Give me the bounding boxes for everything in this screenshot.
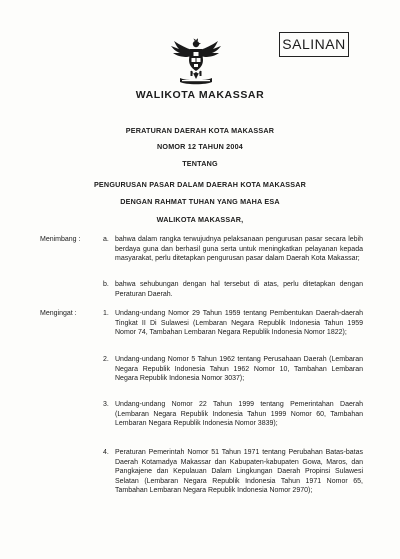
recalling-1-marker: 1. [103,310,109,317]
recalling-4-text: Peraturan Pemerintah Nomor 51 Tahun 1971 tentang Perubahan Batas-batas Daerah Kotamadya Makassar dan Kabupaten-kabupaten Gowa, Maros, dan Pangkajene dan Kepulauan Dalam Lingkungan Daerah Propinsi Sulawesi Selatan (Lembaran Negara Republik Indonesia Tahun 1971 Nomor 65, Tambahan Lembaran Negara Republik Indonesia Nomor 2970); [115,449,363,495]
recalling-1-text: Undang-undang Nomor 29 Tahun 1959 tentang Pembentukan Daerah-daerah Tingkat II Di Sulawesi (Lembaran Negara Republik Indonesia Tahun 1959 Nomor 74, Tambahan Lembaran Negara Republik Indonesia Nomor 1822); [115,310,363,337]
considering-label: Menimbang : [40,236,81,243]
regulation-subject: PENGURUSAN PASAR DALAM DAERAH KOTA MAKASSAR [93,180,307,189]
considering-b-text: bahwa sehubungan dengan hal tersebut di atas, perlu ditetapkan dengan Peraturan Daerah. [115,281,363,298]
recalling-4-marker: 4. [103,449,109,456]
recalling-label: Mengingat : [40,310,77,317]
recalling-3-text: Undang-undang Nomor 22 Tahun 1999 tentang Pemerintahan Daerah (Lembaran Negara Republik Indonesia Tahun 1999 Nomor 60, Tambahan Lembaran Negara Republik Indonesia Nomor 3839); [115,401,363,428]
recalling-2-marker: 2. [103,356,109,363]
regulation-number: NOMOR 12 TAHUN 2004 [157,142,243,151]
garuda-emblem-icon [168,38,224,86]
regulation-title: PERATURAN DAERAH KOTA MAKASSAR [125,126,275,135]
salinan-stamp: SALINAN [279,32,349,57]
considering-a-text: bahwa dalam rangka terwujudnya pelaksanaan pengurusan pasar secara lebih berdaya guna dan berhasil guna serta untuk meningkatkan pelayanan kepada masyarakat, perlu ditetapkan pengurusan pasar dalam Daerah Kota Makassar; [115,236,363,263]
recalling-2-text: Undang-undang Nomor 5 Tahun 1962 tentang Perusahaan Daerah (Lembaran Negara Republik Indonesia Tahun 1962 Nomor 10, Tambahan Lembaran Negara Republik Indonesia Nomor 3037); [115,356,363,383]
authority-line: WALIKOTA MAKASSAR, [156,215,244,224]
mayor-title: WALIKOTA MAKASSAR [135,89,265,101]
considering-b-marker: b. [103,281,109,288]
grace-statement: DENGAN RAHMAT TUHAN YANG MAHA ESA [120,197,280,206]
considering-a-marker: a. [103,236,109,243]
recalling-3-marker: 3. [103,401,109,408]
regulation-about: TENTANG [182,159,218,168]
